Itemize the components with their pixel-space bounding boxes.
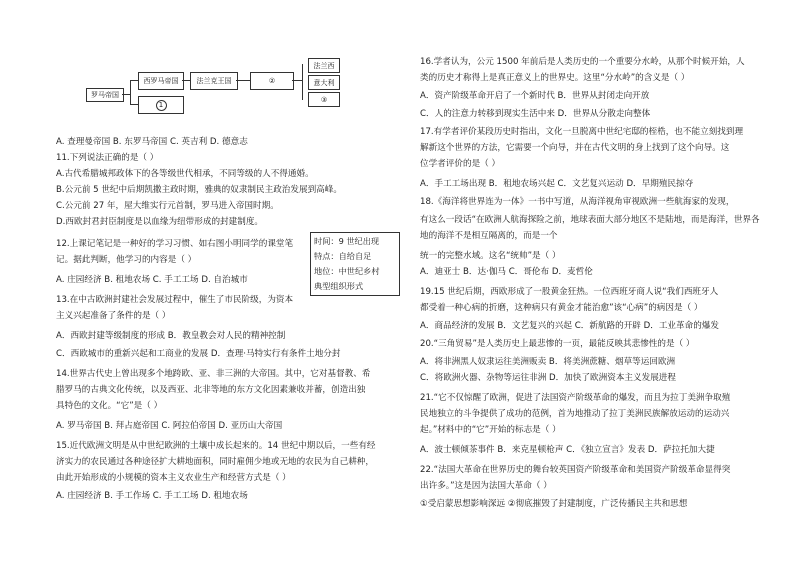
- question-line: B.公元前 5 世纪中后期凯撒主政时期，雅典的奴隶制民主政治发展到高峰。: [56, 185, 342, 195]
- question-line: A. 庄园经济 B. 手工作场 C. 手工工场 D. 租地农场: [56, 491, 248, 501]
- question-line: 12.上课记笔记是一种好的学习习惯、如右图小明同学的课堂笔: [56, 239, 294, 249]
- question-line: A．迪亚士 B．达·伽马 C．哥伦布 D．麦哲伦: [420, 267, 593, 277]
- diagram-connector: [182, 80, 190, 81]
- question-line: A．商品经济的发展 B．文艺复兴的兴起 C．新航路的开辟 D．工业革命的爆发: [420, 321, 719, 331]
- question-line: ①受启蒙思想影响深远 ②彻底摧毁了封建制度，广泛传播民主共和思想: [420, 499, 688, 509]
- diagram-box-2: ②: [250, 72, 294, 90]
- question-line: 都受着一种心病的折磨，这种病只有黄金才能治愈”该“心病”的病因是（ ）: [420, 303, 703, 313]
- question-line: C．将欧洲火器、杂物等运往非洲 D．加快了欧洲资本主义发展进程: [420, 373, 676, 383]
- question-line: D.西欧封君封臣制度是以血缘为纽带形成的封建制度。: [56, 217, 264, 227]
- diagram-connector: [236, 80, 250, 81]
- question-line: A．将非洲黑人奴隶运往美洲贩卖 B．将美洲蔗糖、烟草等运回欧洲: [420, 357, 676, 367]
- question-line: 由此开始形成的小规模的资本主义农业生产和经营方式是（ ）: [56, 473, 291, 483]
- class-note-box: [310, 232, 400, 296]
- diagram-box-roman-empire: 罗马帝国: [86, 88, 124, 102]
- question-line: 17.有学者评价某段历史时指出，文化一旦脱离中世纪宅邸的桎梏，也不能立刻找到理: [420, 127, 744, 137]
- diagram-connector: [292, 80, 302, 81]
- question-line: A．资产阶级革命开启了一个新时代 B．世界从封闭走向开放: [420, 91, 650, 101]
- diagram-box-frankish-kingdom: 法兰克王国: [190, 72, 238, 90]
- question-line: 22.“法国大革命在世界历史的舞台较英国资产阶级革命和美国资产阶级革命显得突: [420, 465, 731, 475]
- question-line: 腊罗马的古典文化传统，以及西亚、北非等地的东方文化因素兼收并蓄，创造出独: [56, 385, 366, 395]
- question-line: C．人的注意力转移到现实生活中来 D．世界从分散走向整体: [420, 109, 651, 119]
- question-line: 位学者评价的是（ ）: [420, 159, 501, 169]
- question-line: 16.学者认为，公元 1500 年前后是人类历史的一个重要分水岭，从那个时候开始，人: [420, 57, 745, 67]
- question-line: A．西欧封建等级制度的形成 B．教皇教会对人民的精神控制: [56, 331, 286, 341]
- question-line: 15.近代欧洲文明是从中世纪欧洲的土壤中成长起来的。14 世纪中期以后，一些有经: [56, 441, 376, 451]
- diagram-connector: [302, 64, 303, 100]
- question-line: 有这么一段话“在欧洲人航海探险之前，地球表面大部分地区不是陆地，而是海洋，世界各地的海洋不是相互隔离的，而是一个: [420, 215, 760, 241]
- note-line: 特点：自给自足: [314, 251, 372, 261]
- question-line: 主义兴起准备了条件的是（ ）: [56, 311, 171, 321]
- question-line: C.公元前 27 年，屋大维实行元首制，罗马进入帝国时期。: [56, 201, 279, 211]
- question-line: 出许多。”这是因为法国大革命（ ）: [420, 481, 552, 491]
- question-line: 11.下列说法正确的是（ ）: [56, 153, 159, 163]
- question-line: A．波士顿倾茶事件 B．来克星顿枪声 C．《独立宣言》发表 D．萨拉托加大捷: [420, 445, 715, 455]
- question-line: 统一的完整水域。这名“统帅”是（ ）: [420, 251, 561, 261]
- question-line: 20.“三角贸易”是人类历史上最悲惨的一页，最能反映其悲惨性的是（ ）: [420, 339, 695, 349]
- diagram-box-western-roman: 西罗马帝国: [138, 72, 184, 90]
- question-line: 解新这个世界的方法，它需要一个向导，并在古代文明的身上找到了这个向导。这: [420, 143, 730, 153]
- question-line: C．西欧城市的重新兴起和工商业的发展 D．查理·马特实行有条件土地分封: [56, 349, 341, 359]
- question-line: A. 查理曼帝国 B. 东罗马帝国 C. 英吉利 D. 德意志: [56, 137, 248, 147]
- question-line: 21.“它不仅惊醒了欧洲，促进了法国资产阶级革命的爆发，而且为拉丁美洲争取殖: [420, 393, 731, 403]
- diagram-connector: [130, 80, 131, 104]
- note-line: 典型组织形式: [314, 281, 364, 291]
- question-line: 18.《海洋将世界连为一体》一书中写道，从海洋视角审视欧洲一些航海家的发现，: [420, 197, 735, 207]
- question-line: 济实力的农民通过各种途径扩大耕地面积，同时雇佣少地或无地的农民为自己耕种，: [56, 457, 374, 467]
- diagram-connector: [130, 80, 138, 81]
- question-line: A．手工工场出现 B．租地农场兴起 C．文艺复兴运动 D．早期殖民掠夺: [420, 179, 694, 189]
- diagram-box-circle-1: 1: [138, 96, 184, 114]
- note-line: 地位：中世纪乡村: [314, 266, 380, 276]
- diagram-box-france: 法兰西: [308, 58, 340, 73]
- note-line: 时间：9 世纪出现: [314, 236, 380, 246]
- question-line: 13.在中古欧洲封建社会发展过程中，催生了市民阶级，为资本: [56, 295, 294, 305]
- question-line: 类的历史才称得上是真正意义上的世界史。这里“分水岭”的含义是（ ）: [420, 73, 690, 83]
- question-line: 记。据此判断，他学习的内容是（ ）: [56, 255, 197, 265]
- question-line: A. 罗马帝国 B. 拜占庭帝国 C. 阿拉伯帝国 D. 亚历山大帝国: [56, 421, 283, 431]
- question-line: 19.15 世纪后期，西欧形成了一股黄金狂热。一位西班牙商人说“我们西班牙人: [420, 287, 719, 297]
- question-line: 起。”材料中的“它”开始的标志是（ ）: [420, 425, 561, 435]
- question-line: 具特色的文化。“它”是（ ）: [56, 401, 163, 411]
- question-line: A.古代希腊城邦政体下的各等级世代相承，不同等级的人不得通婚。: [56, 169, 314, 179]
- question-line: 民地独立的斗争提供了成功的范例，首为地推动了拉丁美洲民族解放运动的运动兴: [420, 409, 730, 419]
- question-line: 14.世界古代史上曾出现多个地跨欧、亚、非三洲的大帝国。其中，它对基督教、希: [56, 369, 371, 379]
- diagram-connector: [130, 104, 138, 105]
- diagram-connector: [122, 94, 130, 95]
- question-line: A. 庄园经济 B. 租地农场 C. 手工工场 D. 自治城市: [56, 275, 248, 285]
- diagram-box-3: ③: [308, 92, 340, 107]
- diagram-box-italy: 意大利: [308, 75, 340, 90]
